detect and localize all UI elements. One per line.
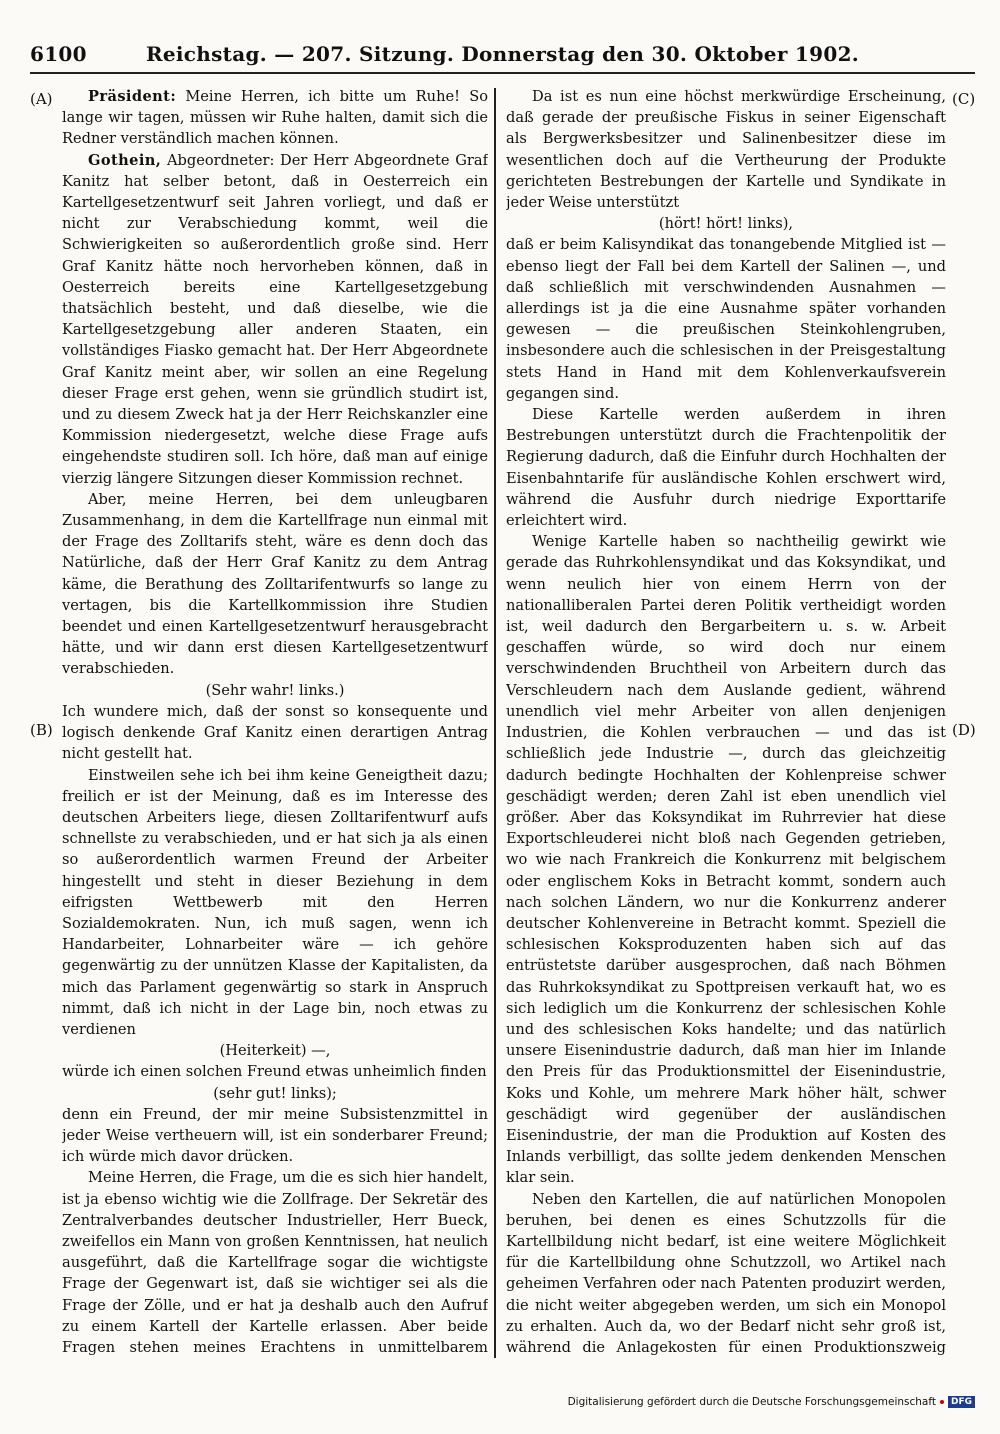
paragraph: [62, 150, 488, 489]
margin-mark-c: (C): [952, 90, 976, 108]
paragraph: denn ein Freund, der mir meine Subsistenzmittel in jeder Weise vertheuern will, ist ein sonderbarer Freund; ich würde mich davor drücken.: [62, 1105, 488, 1166]
paragraph: Einstweilen sehe ich bei ihm keine Geneigtheit dazu; freilich er ist der Meinung, daß es im Interesse des deutschen Arbeiters liege, diesen Zolltarifentwurf aufs schnellste zu verabschieden, und er hat sich ja als einen so außerordentlich warmen Freund der Arbeiter hingestellt und steht in dieser Beziehung in dem eifrigsten Wettbewerb mit den Herren Sozialdemokraten. Nun, ich muß sagen, wenn ich Handarbeiter, Lohnarbeiter wäre — ich gehöre gegenwärtig zu der unnützen Klasse der Kapitalisten, da mich das Parlament gegenwärtig so stark in Anspruch nimmt, daß ich nicht in der Lage bin, noch etwas zu verdienen: [62, 766, 488, 1038]
page-header: [30, 40, 975, 70]
header-rule: [30, 72, 975, 74]
speech-text: Abgeordneter: Der Herr Abgeordnete Graf Kanitz hat selber betont, daß in Oesterreich ein Kartellgesetzentwurf seit Jahren vorliegt, und daß er nicht zur Verabschiedung kommt, weil die Schwierigkeiten so außerordentlich große sind. Herr Graf Kanitz hätte noch hervorheben können, daß in Oesterreich bereits eine Kartellgesetzgebung thatsächlich besteht, und daß dieselbe, wie die Kartellgesetzgebung aller anderen Staaten, ein vollständiges Fiasko gemacht hat. Der Herr Abgeordnete Graf Kanitz meint aber, wir sollen an eine Regelung dieser Frage erst gehen, wenn sie gründlich studirt ist, und zu diesem Zweck hat ja der Herr Reichskanzler eine Kommission niedergesetzt, welche diese Frage aufs eingehendste studiren soll. Ich höre, daß man auf einige vierzig längere Sitzungen dieser Kommission rechnet.: [62, 151, 488, 487]
margin-mark-d: (D): [952, 721, 976, 739]
footer-text: Digitalisierung gefördert durch die Deutsche Forschungsgemeinschaft: [567, 1396, 936, 1408]
speech-text: Meine Herren, ich bitte um Ruhe! So lange wir tagen, müssen wir Ruhe halten, damit sich die Redner verständlich machen können.: [62, 88, 488, 148]
interjection: (Heiterkeit) —,: [219, 1042, 331, 1060]
paragraph: [62, 86, 488, 150]
paragraph: Da ist es nun eine höchst merkwürdige Erscheinung, daß gerade der preußische Fiskus in seiner Eigenschaft als Bergwerksbesitzer und Salinenbesitzer diese im wesentlichen doch auf die Vertheurung der Produkte gerichteten Bestrebungen der Kartelle und Syndikate in jeder Weise unterstützt: [506, 88, 946, 212]
paragraph: daß er beim Kalisyndikat das tonangebende Mitglied ist — ebenso liegt der Fall bei dem Kartell der Salinen —, und daß schließlich mit verschwindenden Ausnahmen — allerdings ist ja die eine Ausnahme später vorhanden gewesen — die preußischen Steinkohlengruben, insbesondere auch die schlesischen in der Preisgestaltung stets Hand in Hand mit dem Kohlenverkaufsverein gegangen sind.: [506, 236, 946, 402]
speaker-name: Gothein,: [88, 151, 162, 169]
paragraph: Neben den Kartellen, die auf natürlichen Monopolen beruhen, bei denen es eines Schutzzolls für die Kartellbildung nicht bedarf, ist eine weitere Möglichkeit für die Kartellbildung ohne Schutzzoll, wo Artikel nach geheimen Verfahren oder nach Patenten produzirt werden, die nicht weiter abgegeben werden, um sich ein Monopol zu erhalten. Auch da, wo der Bedarf nicht sehr groß ist, während die Anlagekosten für einen Produktionszweig: [506, 1190, 946, 1356]
interjection: (hört! hört! links),: [658, 215, 794, 233]
paragraph: Wenige Kartelle haben so nachtheilig gewirkt wie gerade das Ruhrkohlensyndikat und das Koksyndikat, und wenn neulich hier von einem Herrn von der nationalliberalen Partei deren Politik vertheidigt worden ist, weil dadurch den Bergarbeitern u. s. w. Arbeit geschaffen würde, so wird doch nur einem verschwindenden Bruchtheil von Arbeitern durch das Verschleudern nach dem Auslande gedient, während unendlich viel mehr Arbeiter von allen denjenigen Industrien, die Kohlen verbrauchen — und das ist schließlich jede Industrie —, durch das gleichzeitig dadurch bedingte Hochhalten der Kohlenpreise schwer geschädigt werden; deren Zahl ist eben unendlich viel größer. Aber das Koksyndikat im Ruhrrevier hat diese Exportschleuderei nicht bloß nach Gegenden getrieben, wo wie nach Frankreich die Konkurrenz mit belgischem oder englischem Koks in Betracht kommt, sondern auch nach solchen Ländern, wo nur die Konkurrenz anderer deutscher Kohlenvereine in Betracht kommt. Speziell die schlesischen Koksproduzenten haben sich auf das entrüstetste darüber ausgesprochen, daß nach Böhmen das Ruhrkoksyndikat zu Spottpreisen verkauft hat, wo es sich lediglich um die Konkurrenz der schlesischen Kohle und des schlesischen Koks handelte; und das natürlich unsere Eisenindustrie dadurch, daß man hier im Inlande den Preis für das Produktionsmittel der Eisenindustrie, Koks und Kohle, um mehrere Mark höher hält, schwer geschädigt wird gegenüber der ausländischen Eisenindustrie, der man die Produktion auf Kosten des Inlands verbilligt, das sollte jedem denkenden Menschen klar sein.: [506, 533, 946, 1187]
paragraph: würde ich einen solchen Freund etwas unheimlich finden: [62, 1063, 487, 1081]
page-title: Reichstag. — 207. Sitzung. Donnerstag den 30. Oktober 1902.: [145, 42, 860, 66]
dfg-logo: DFG: [948, 1396, 975, 1408]
paragraph: Aber, meine Herren, bei dem unleugbaren Zusammenhang, in dem die Kartellfrage nun einmal mit der Frage des Zolltarifs steht, wäre es denn doch das Natürliche, daß der Herr Graf Kanitz zu dem Antrag käme, die Berathung des Zolltarifentwurfs so lange zu vertagen, bis die Kartellkommission ihre Studien beendet und einen Kartellgesetzentwurf herausgebracht hätte, und wir dann erst diesen Kartellgesetzentwurf verabschieden.: [62, 490, 488, 678]
footer: [500, 1392, 975, 1412]
right-column: [506, 86, 946, 1356]
interjection: (Sehr wahr! links.): [205, 681, 345, 699]
bullet-icon: [940, 1400, 944, 1404]
paragraph: Meine Herren, die Frage, um die es sich hier handelt, ist ja ebenso wichtig wie die Zollfrage. Der Sekretär des Zentralverbandes deutscher Industrieller, Herr Bueck, zweifellos ein Mann von großen Kenntnissen, hat neulich ausgeführt, daß die Kartellfrage sogar die wichtigste Frage der Gegenwart ist, daß sie wichtiger sei als die Frage der Zölle, und er hat ja deshalb auch den Aufruf zu einem Kartell der Kartelle erlassen. Aber beide Fragen stehen meines Erachtens in unmittelbarem: [62, 1169, 488, 1356]
paragraph: Ich wundere mich, daß der sonst so konsequente und logisch denkende Graf Kanitz einen derartigen Antrag nicht gestellt hat.: [62, 702, 488, 763]
page-number: 6100: [30, 42, 87, 66]
margin-mark-b: (B): [30, 721, 53, 739]
speaker-name: Präsident:: [88, 88, 177, 105]
left-column: [62, 86, 488, 1356]
margin-mark-a: (A): [30, 90, 53, 108]
column-divider: [494, 88, 496, 1358]
paragraph: Diese Kartelle werden außerdem in ihren Bestrebungen unterstützt durch die Frachtenpolitik der Regierung dadurch, daß die Einfuhr durch Hochhalten der Eisenbahntarife für ausländische Kohlen erschwert wird, während die Ausfuhr durch niedrige Exporttarife erleichtert wird.: [506, 406, 946, 530]
interjection: (sehr gut! links);: [213, 1084, 337, 1102]
